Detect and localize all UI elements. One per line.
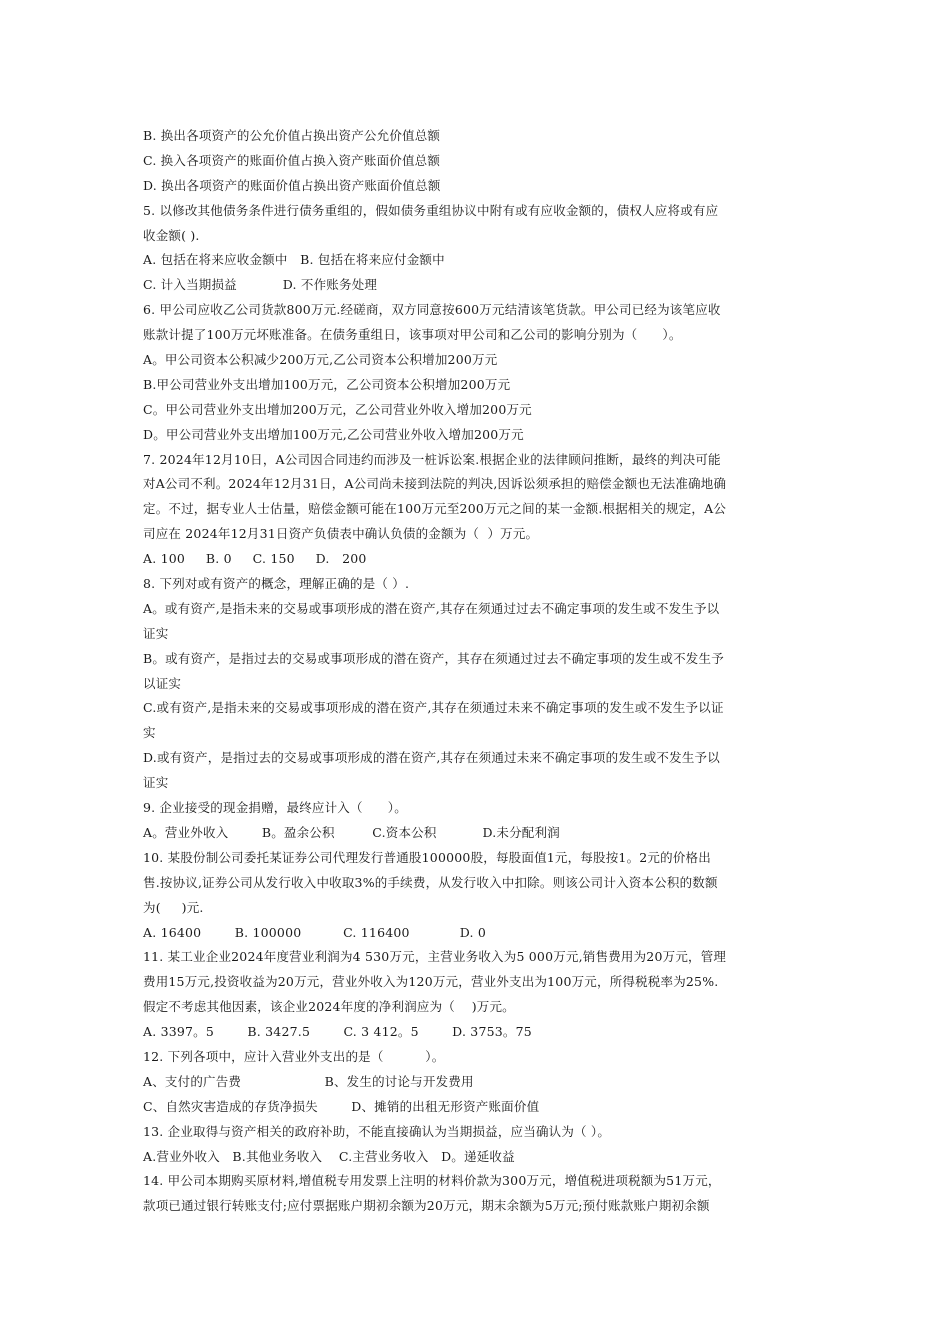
question-10: 10. 某股份制公司委托某证券公司代理发行普通股100000股，每股面值1元，每股按1。2元的价格出 — [143, 849, 711, 865]
question-5: 5. 以修改其他债务条件进行债务重组的，假如债务重组协议中附有或有应收金额的，债权人应将或有应 — [143, 202, 719, 218]
question-9: 9. 企业接受的现金捐赠，最终应计入（ ）。 — [143, 800, 407, 816]
text-line: 定。不过，据专业人士估量，赔偿金额可能在100万元至200万元之间的某一金额.根据相关的规定，A公 — [143, 501, 727, 517]
option-line: C。甲公司营业外支出增加200万元，乙公司营业外收入增加200万元 — [143, 401, 532, 417]
question-12: 12. 下列各项中，应计入营业外支出的是（ ）。 — [143, 1048, 445, 1064]
options-line: A. 包括在将来应收金额中 B. 包括在将来应付金额中 — [143, 252, 445, 268]
text-line: 为( )元. — [143, 899, 204, 915]
question-13: 13. 企业取得与资产相关的政府补助，不能直接确认为当期损益，应当确认为（ ）。 — [143, 1123, 611, 1139]
text-line: C. 换入各项资产的账面价值占换入资产账面价值总额 — [143, 152, 441, 168]
options-line: A. 16400 B. 100000 C. 116400 D. 0 — [143, 924, 487, 940]
text-line: 假定不考虑其他因素，该企业2024年度的净利润应为（ )万元。 — [143, 999, 515, 1015]
question-14: 14. 甲公司本期购买原材料,增值税专用发票上注明的材料价款为300万元，增值税进项税额为51万元， — [143, 1173, 721, 1189]
document-body — [143, 124, 813, 1219]
question-7: 7. 2024年12月10日，A公司因合同违约而涉及一桩诉讼案.根据企业的法律顾问推断，最终的判决可能 — [143, 451, 721, 467]
question-8: 8. 下列对或有资产的概念，理解正确的是（ ）. — [143, 576, 410, 592]
options-line: A.营业外收入 B.其他业务收入 C.主营业务收入 D。递延收益 — [143, 1148, 515, 1164]
text-line: 司应在 2024年12月31日资产负债表中确认负债的金额为（ ）万元。 — [143, 526, 539, 542]
text-line: 实 — [143, 725, 156, 741]
text-line: 证实 — [143, 775, 169, 791]
options-line: A。营业外收入 B。盈余公积 C.资本公积 D.未分配利润 — [143, 824, 560, 840]
option-line: D.或有资产，是指过去的交易或事项形成的潜在资产,其存在须通过未来不确定事项的发生或不发生予以 — [143, 750, 720, 766]
text-line: 售.按协议,证券公司从发行收入中收取3%的手续费，从发行收入中扣除。则该公司计入资本公积的数额 — [143, 874, 718, 890]
options-line: C. 计入当期损益 D. 不作账务处理 — [143, 277, 378, 293]
text-line: 账款计提了100万元坏账准备。在债务重组日，该事项对甲公司和乙公司的影响分别为（ ）。 — [143, 327, 682, 343]
text-line: 对A公司不利。2024年12月31日，A公司尚未接到法院的判决,因诉讼须承担的赔偿金额也无法准确地确 — [143, 476, 727, 492]
option-line: A。或有资产,是指未来的交易或事项形成的潜在资产,其存在须通过过去不确定事项的发生或不发生予以 — [143, 600, 720, 616]
option-line: C.或有资产,是指未来的交易或事项形成的潜在资产,其存在须通过未来不确定事项的发生或不发生予以证 — [143, 700, 724, 716]
question-11: 11. 某工业企业2024年度营业利润为4 530万元，主营业务收入为5 000万元,销售费用为20万元，管理 — [143, 949, 727, 965]
option-line: D。甲公司营业外支出增加100万元,乙公司营业外收入增加200万元 — [143, 426, 524, 442]
text-line: D. 换出各项资产的账面价值占换出资产账面价值总额 — [143, 177, 441, 193]
options-line: A. 3397。5 B. 3427.5 C. 3 412。5 D. 3753。75 — [143, 1024, 532, 1040]
option-line: B.甲公司营业外支出增加100万元，乙公司资本公积增加200万元 — [143, 376, 511, 392]
option-line: B。或有资产，是指过去的交易或事项形成的潜在资产，其存在须通过过去不确定事项的发生或不发生予 — [143, 650, 724, 666]
text-line: 收金额( ). — [143, 227, 200, 243]
text-line: 费用15万元,投资收益为20万元，营业外收入为120万元，营业外支出为100万元，所得税税率为25%. — [143, 974, 719, 990]
options-line: A、支付的广告费 B、发生的讨论与开发费用 — [143, 1073, 474, 1089]
text-line: B. 换出各项资产的公允价值占换出资产公允价值总额 — [143, 128, 441, 143]
option-line: A。甲公司资本公积减少200万元,乙公司资本公积增加200万元 — [143, 352, 498, 368]
text-line: 以证实 — [143, 675, 182, 691]
question-6: 6. 甲公司应收乙公司货款800万元.经磋商，双方同意按600万元结清该笔货款。甲公司已经为该笔应收 — [143, 302, 721, 318]
text-line: 证实 — [143, 625, 169, 641]
options-line: C、自然灾害造成的存货净损失 D、摊销的出租无形资产账面价值 — [143, 1098, 540, 1114]
text-line: 款项已通过银行转账支付;应付票据账户期初余额为20万元，期末余额为5万元;预付账款账户期初余额 — [143, 1198, 710, 1214]
options-line: A. 100 B. 0 C. 150 D. 200 — [143, 551, 367, 567]
